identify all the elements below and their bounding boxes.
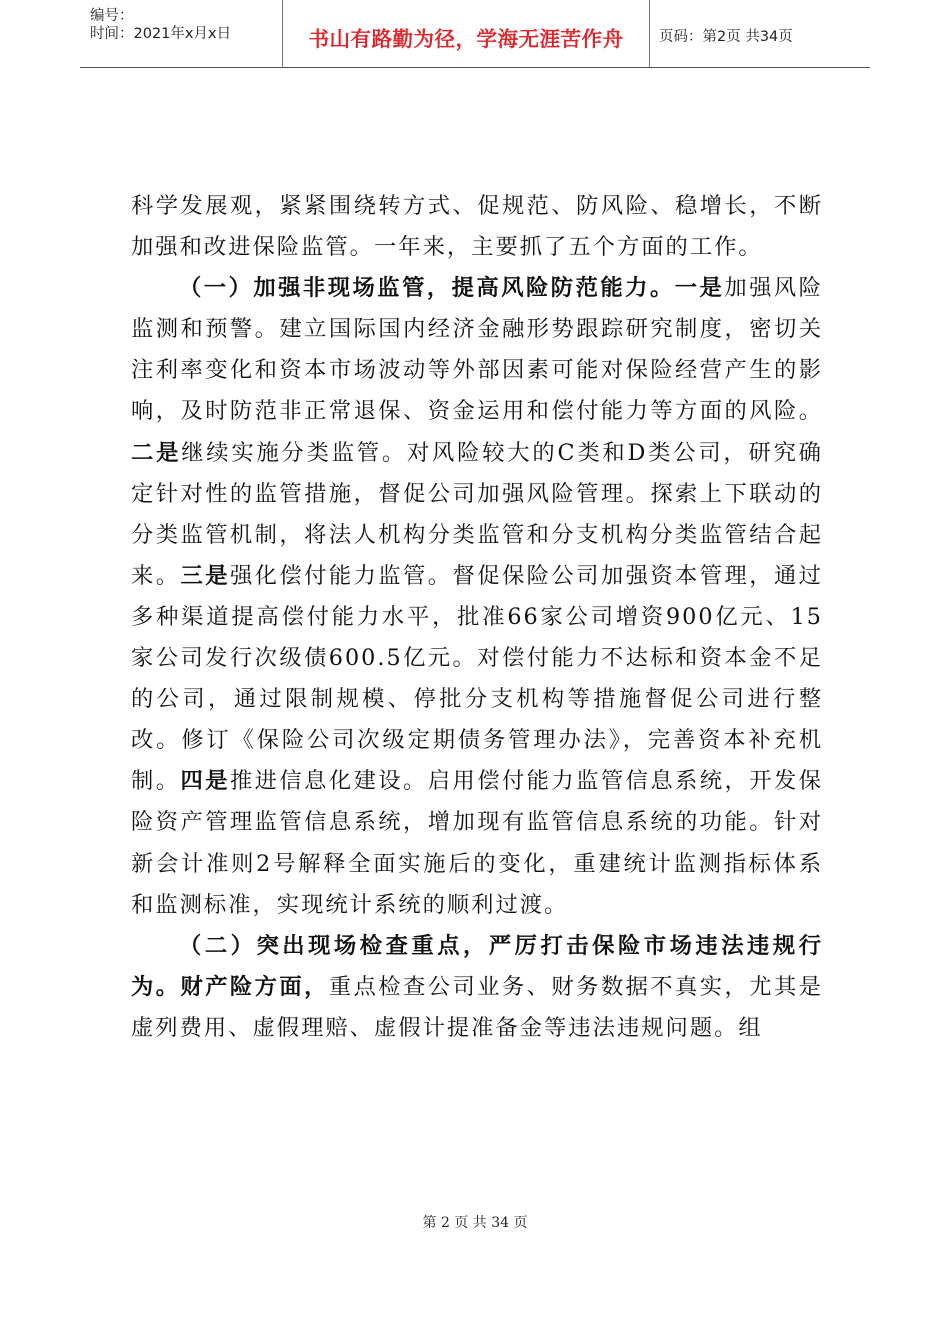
page-info: 页码：第2页 共34页 [659, 29, 793, 45]
header-motto-cell [282, 0, 650, 67]
header-page-cell [649, 0, 870, 67]
section-heading: （一）加强非现场监管，提高风险防范能力。 [179, 275, 675, 302]
point-marker: 二是 [131, 439, 182, 466]
document-body [131, 186, 823, 1049]
serial-label: 编号： [90, 8, 134, 24]
paragraph-text: 继续实施分类监管。对风险较大的C类和D类公司，研究确定针对性的监管措施，督促公司加强风险管理。探索上下联动的分类监管机制，将法人机构分类监管和分支机构分类监管结合起来。 [131, 439, 823, 589]
header-meta-cell [80, 0, 282, 67]
paragraph [131, 926, 823, 1049]
paragraph-text: 加强风险监测和预警。建立国际国内经济金融形势跟踪研究制度，密切关注利率变化和资本市场波动等外部因素可能对保险经营产生的影响，及时防范非正常退保、资金运用和偿付能力等方面的风险。 [131, 275, 823, 425]
point-marker: 四是 [180, 768, 230, 795]
paragraph-text: 推进信息化建设。启用偿付能力监管信息系统，开发保险资产管理监管信息系统，增加现有监管信息系统的功能。针对新会计准则2号解释全面实施后的变化，重建统计监测指标体系和监测标准，实现统计系统的顺利过渡。 [131, 768, 823, 918]
motto: 书山有路勤为径，学海无涯苦作舟 [308, 27, 624, 51]
point-marker: 财产险方面， [180, 973, 329, 1000]
paragraph-text: 科学发展观，紧紧围绕转方式、促规范、防风险、稳增长，不断加强和改进保险监管。一年来，主要抓了五个方面的工作。 [131, 193, 823, 261]
paragraph-text: 重点检查公司业务、财务数据不真实，尤其是虚列费用、虚假理赔、虚假计提准备金等违法违规问题。组 [131, 973, 823, 1041]
paragraph [131, 268, 823, 926]
paragraph-text: 强化偿付能力监管。督促保险公司加强资本管理，通过多种渠道提高偿付能力水平，批准66家公司增资900亿元、15家公司发行次级债600.5亿元。对偿付能力不达标和资本金不足的公司，通过限制规模、停批分支机构等措施督促公司进行整改。修订《保险公司次级定期债务管理办法》，完善资本补充机制。 [131, 562, 823, 795]
page-header [80, 0, 870, 68]
page-footer: 第 2 页 共 34 页 [422, 1215, 528, 1231]
point-marker: 三是 [180, 562, 230, 589]
paragraph [131, 186, 823, 268]
point-marker: 一是 [674, 275, 725, 302]
time-label: 时间：2021年x月x日 [90, 26, 232, 42]
section-heading: （二）突出现场检查重点，严厉打击保险市场违法违规行为。 [131, 932, 823, 1000]
